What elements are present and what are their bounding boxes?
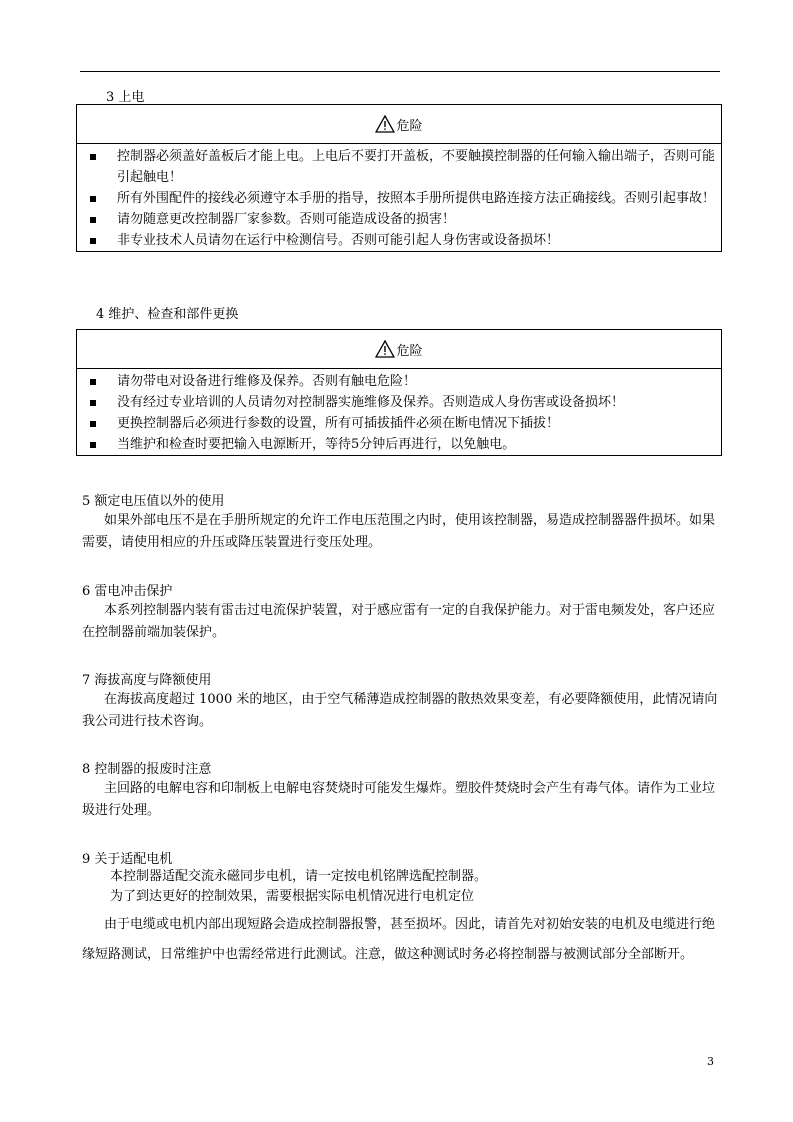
section-8-body: 主回路的电解电容和印制板上电解电容焚烧时可能发生爆炸。塑胶件焚烧时会产生有毒气体。请作为工业垃圾进行处理。	[82, 781, 716, 818]
danger-item: 所有外围配件的接线必须遵守本手册的指导，按照本手册所提供电路连接方法正确接线。否则引起事故！	[77, 188, 721, 209]
warning-triangle-icon	[375, 340, 395, 358]
section-7-heading: 7 海拔高度与降额使用	[82, 673, 212, 688]
danger-label: 危险	[396, 118, 423, 134]
danger-label: 危险	[396, 343, 423, 359]
section-3-heading: 3 上电	[106, 90, 145, 105]
section-9-heading: 9 关于适配电机	[82, 852, 173, 867]
section-9-line-2: 为了到达更好的控制效果，需要根据实际电机情况进行电机定位	[110, 889, 475, 904]
danger-item: 更换控制器后必须进行参数的设置，所有可插拔插件必须在断电情况下插拔！	[77, 413, 721, 434]
danger-box-power-on	[76, 104, 722, 252]
square-bullet-icon	[90, 154, 96, 160]
section-5-heading: 5 额定电压值以外的使用	[82, 494, 225, 509]
square-bullet-icon	[90, 400, 96, 406]
square-bullet-icon	[90, 217, 96, 223]
square-bullet-icon	[90, 421, 96, 427]
danger-box-title	[77, 330, 721, 369]
danger-item: 没有经过专业培训的人员请勿对控制器实施维修及保养。否则造成人身伤害或设备损坏！	[77, 392, 721, 413]
danger-box-maintenance	[76, 329, 722, 456]
section-8-heading: 8 控制器的报废时注意	[82, 762, 212, 777]
warning-triangle-icon	[375, 115, 395, 133]
square-bullet-icon	[90, 238, 96, 244]
square-bullet-icon	[90, 379, 96, 385]
section-9-line-1: 本控制器适配交流永磁同步电机，请一定按电机铭牌选配控制器。	[110, 869, 488, 884]
page-number: 3	[707, 1055, 714, 1068]
danger-item: 控制器必须盖好盖板后才能上电。上电后不要打开盖板，不要触摸控制器的任何输入输出端子，否则可能引起触电！	[77, 146, 721, 188]
section-5-body: 如果外部电压不是在手册所规定的允许工作电压范围之内时，使用该控制器，易造成控制器器件损坏。如果需要，请使用相应的升压或降压装置进行变压处理。	[82, 513, 716, 550]
danger-item: 请勿随意更改控制器厂家参数。否则可能造成设备的损害！	[77, 209, 721, 230]
header-rule	[80, 71, 720, 72]
square-bullet-icon	[90, 196, 96, 202]
danger-item: 当维护和检查时要把输入电源断开，等待5分钟后再进行，以免触电。	[77, 434, 721, 455]
square-bullet-icon	[90, 442, 96, 448]
section-7-body: 在海拔高度超过 1000 米的地区，由于空气稀薄造成控制器的散热效果变差，有必要降额使用，此情况请向我公司进行技术咨询。	[82, 692, 718, 729]
section-9-body: 由于电缆或电机内部出现短路会造成控制器报警，甚至损坏。因此，请首先对初始安装的电机及电缆进行绝缘短路测试，日常维护中也需经常进行此测试。注意，做这种测试时务必将控制器与被测试部分全部断开。	[82, 917, 716, 962]
section-6-body: 本系列控制器内装有雷击过电流保护装置，对于感应雷有一定的自我保护能力。对于雷电频发处，客户还应在控制器前端加装保护。	[82, 603, 716, 640]
section-6-heading: 6 雷电冲击保护	[82, 584, 173, 599]
danger-item: 非专业技术人员请勿在运行中检测信号。否则可能引起人身伤害或设备损坏！	[77, 230, 721, 251]
section-4-heading: 4 维护、检查和部件更换	[96, 307, 239, 322]
danger-item: 请勿带电对设备进行维修及保养。否则有触电危险！	[77, 371, 721, 392]
danger-box-title	[77, 105, 721, 144]
